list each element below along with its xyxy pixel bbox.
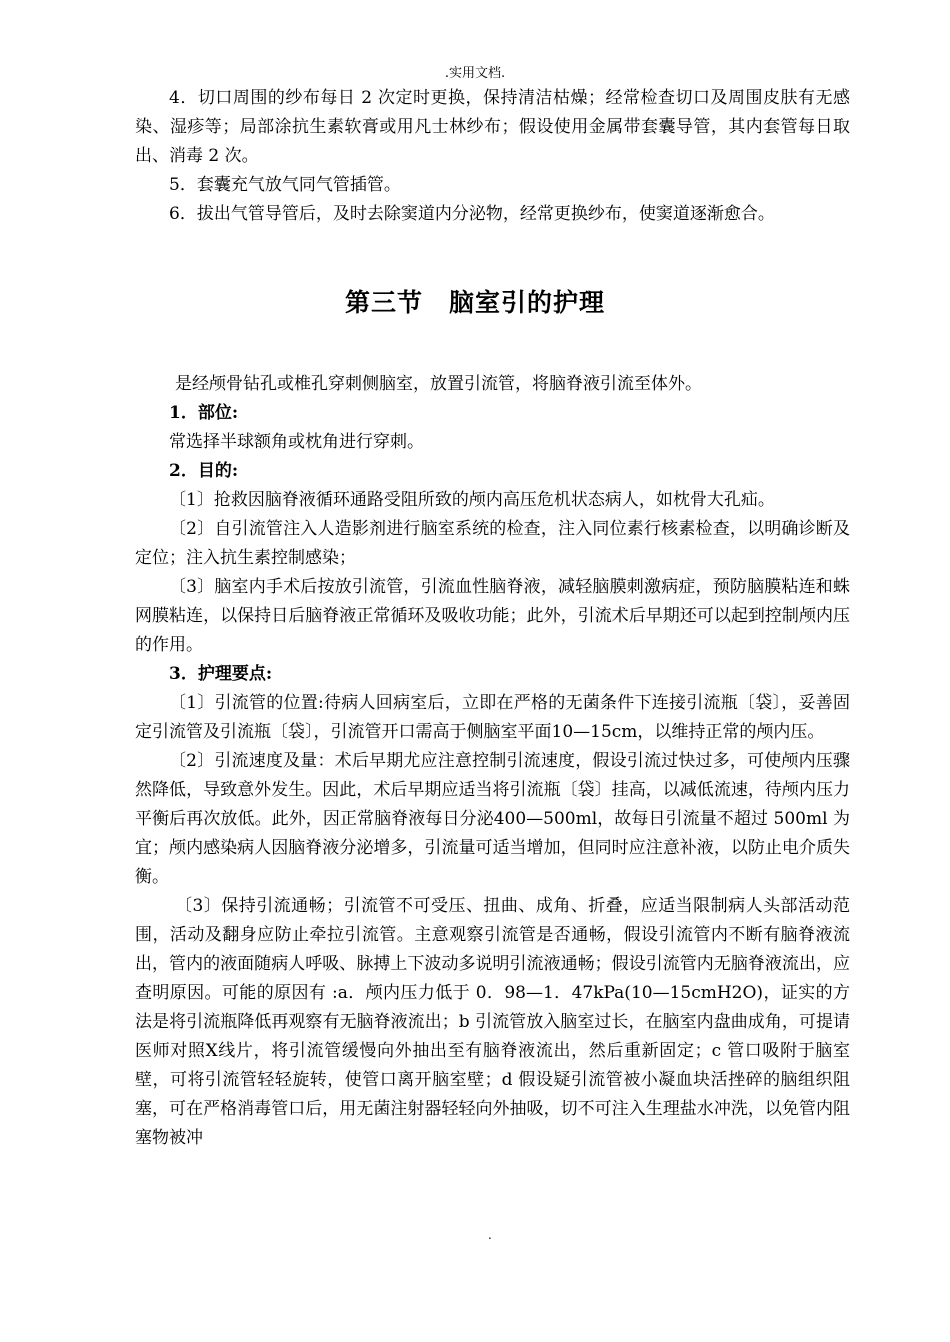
part2-item-1: 〔1〕抢救因脑脊液循环通路受阻所致的颅内高压危机状态病人，如枕骨大孔疝。 [169, 490, 775, 510]
page-header: .实用文档. [444, 66, 506, 81]
part3-item-2: 〔2〕引流速度及量：术后早期尤应注意控制引流速度，假设引流过快过多，可使颅内压骤然降低，导致意外发生。因此，术后早期应适当将引流瓶〔袋〕挂高，以减低流速，待颅内压力平衡后再次放低。此外，因正常脑脊液每日分泌400—500ml，故每日引流量不超过 500ml 为宜；颅内感染病人因脑脊液分泌增多，引流量可适当增加，但同时应注意补液，以防止电介质失衡。 [135, 751, 850, 887]
list-item-5: 5．套囊充气放气同气管插管。 [169, 175, 401, 195]
top-list [135, 84, 850, 229]
page-footer: . [488, 1228, 492, 1242]
section-body [135, 370, 850, 1153]
part3-item-3: 〔3〕保持引流通畅；引流管不可受压、扭曲、成角、折叠，应适当限制病人头部活动范围，活动及翻身应防止牵拉引流管。主意观察引流管是否通畅，假设引流管内不断有脑脊液流出，管内的液面随病人呼吸、脉搏上下波动多说明引流液通畅；假设引流管内无脑脊液流出，应查明原因。可能的原因有 :a．颅内压力低于 0．98—1．47kPa(10—15cmH2O)，证实的方法是将引流瓶降低再观察有无脑脊液流出；b 引流管放入脑室过长，在脑室内盘曲成角，可提请医师对照X线片，将引流管缓慢向外抽出至有脑脊液流出，然后重新固定；c 管口吸附于脑室壁，可将引流管轻轻旋转，使管口离开脑室壁；d 假设疑引流管被小凝血块活挫碎的脑组织阻塞，可在严格消毒管口后，用无菌注射器轻轻向外抽吸，切不可注入生理盐水冲洗，以免管内阻塞物被冲 [135, 896, 850, 1148]
intro-paragraph: 是经颅骨钻孔或椎孔穿刺侧脑室，放置引流管，将脑脊液引流至体外。 [175, 374, 702, 394]
part1-heading: 1．部位: [169, 403, 239, 423]
part2-item-2: 〔2〕自引流管注入人造影剂进行脑室系统的检查，注入同位素行核素检查，以明确诊断及定位；注入抗生素控制感染； [135, 519, 850, 568]
part1-text: 常选择半球额角或枕角进行穿刺。 [169, 432, 424, 452]
list-item-4: 4．切口周围的纱布每日 2 次定时更换，保持清洁枯燥；经常检查切口及周围皮肤有无感染、湿疹等；局部涂抗生素软膏或用凡士林纱布；假设使用金属带套囊导管，其内套管每日取出、消毒 2 次。 [135, 88, 850, 166]
list-item-6: 6．拔出气管导管后，及时去除窦道内分泌物，经常更换纱布，使窦道逐渐愈合。 [169, 204, 775, 224]
section-title: 第三节 脑室引的护理 [344, 288, 605, 317]
part3-heading: 3．护理要点: [169, 664, 273, 684]
part2-heading: 2．目的: [169, 461, 239, 481]
part2-item-3: 〔3〕脑室内手术后按放引流管，引流血性脑脊液，减轻脑膜刺激病症，预防脑膜粘连和蛛网膜粘连，以保持日后脑脊液正常循环及吸收功能；此外，引流术后早期还可以起到控制颅内压的作用。 [135, 577, 850, 655]
part3-item-1: 〔1〕引流管的位置:待病人回病室后，立即在严格的无菌条件下连接引流瓶〔袋〕，妥善固定引流管及引流瓶〔袋〕，引流管开口需高于侧脑室平面10—15cm，以维持正常的颅内压。 [135, 693, 850, 742]
